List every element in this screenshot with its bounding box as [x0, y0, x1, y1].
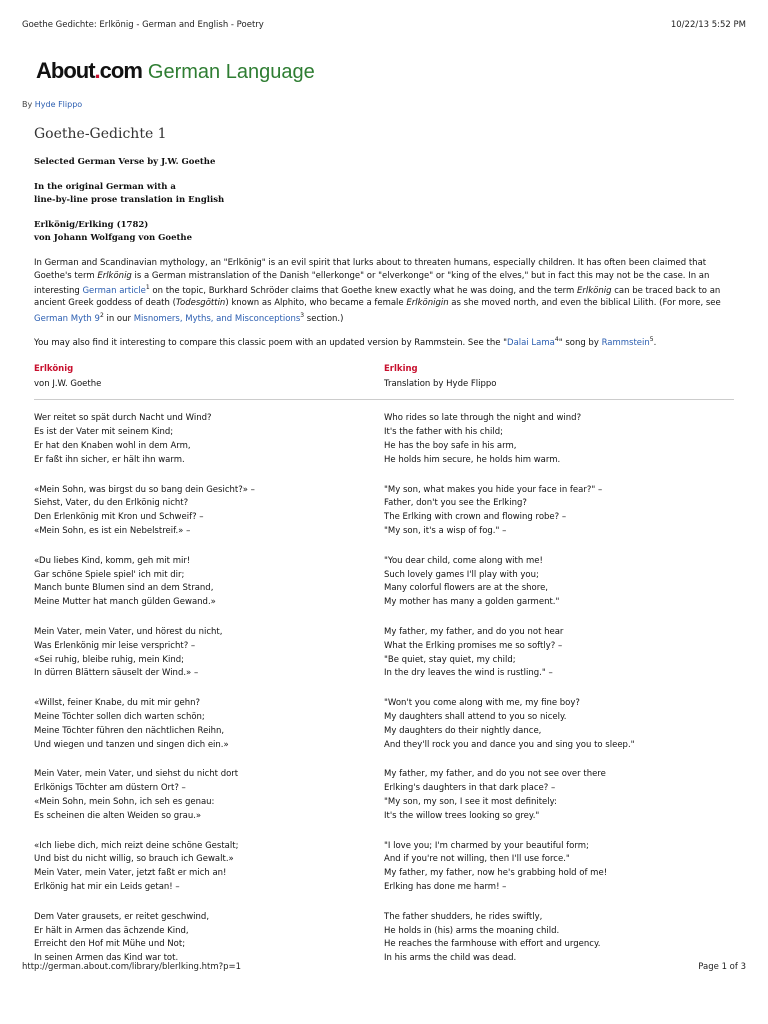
german-stanza — [34, 412, 384, 467]
english-verse-line: My father, my father, and do you not hear — [384, 627, 564, 638]
english-verse-line: My mother has many a golden garment." — [384, 597, 560, 608]
english-verse-line: And if you're not willing, then I'll use force." — [384, 854, 570, 865]
german-stanza — [34, 697, 384, 752]
german-poem-byline: von J.W. Goethe — [34, 379, 102, 390]
logo-wordmark: About.com — [36, 58, 142, 83]
poem-heading-row — [34, 358, 734, 389]
german-stanza — [34, 911, 384, 966]
german-verse-line: Erlkönigs Töchter am düstern Ort? – — [34, 783, 186, 794]
german-verse-line: «Du liebes Kind, komm, geh mit mir! — [34, 555, 191, 566]
german-stanza — [34, 484, 384, 539]
german-verse-line: Siehst, Vater, du den Erlkönig nicht? — [34, 498, 189, 509]
english-stanza — [384, 840, 734, 895]
english-verse-line: Father, don't you see the Erlking? — [384, 498, 527, 509]
german-verse-line: Er hat den Knaben wohl in dem Arm, — [34, 441, 191, 452]
german-verse-line: Mein Vater, mein Vater, und siehst du nicht dort — [34, 769, 239, 780]
footer-url: http://german.about.com/library/blerlking.htm?p=1 — [22, 962, 242, 972]
poem-heading-english — [384, 358, 734, 389]
author-link[interactable]: Hyde Flippo — [34, 100, 83, 109]
print-header-title: Goethe Gedichte: Erlkönig - German and English - Poetry — [22, 20, 264, 30]
german-verse-line: Meine Töchter führen den nächtlichen Reihn, — [34, 725, 225, 736]
german-poem-column — [34, 412, 384, 982]
english-verse-line: My father, my father, and do you not see over there — [384, 769, 606, 780]
english-verse-line: My daughters shall attend to you so nicely. — [384, 712, 567, 723]
english-stanza — [384, 412, 734, 467]
english-verse-line: Who rides so late through the night and wind? — [384, 413, 582, 424]
byline — [22, 100, 82, 109]
german-article-link[interactable]: German article — [82, 285, 146, 296]
intro-paragraph-2: You may also find it interesting to compare this classic poem with an updated version by Rammstein. See the "Dalai Lama$^4$" song by Rammstein$^5$. — [34, 336, 657, 348]
english-stanza — [384, 484, 734, 539]
english-verse-line: It's the willow trees looking so grey." — [384, 810, 540, 821]
german-verse-line: In seinen Armen das Kind war tot. — [34, 953, 179, 964]
german-verse-line: «Mein Sohn, was birgst du so bang dein Gesicht?» – — [34, 484, 255, 495]
print-footer — [22, 962, 746, 972]
german-verse-line: Gar schöne Spiele spiel' ich mit dir; — [34, 569, 185, 580]
english-verse-line: "I love you; I'm charmed by your beautiful form; — [384, 840, 589, 851]
english-verse-line: My daughters do their nightly dance, — [384, 725, 542, 736]
poem-heading-german — [34, 358, 384, 389]
poem-body — [34, 412, 734, 982]
english-verse-line: "Won't you come along with me, my fine boy? — [384, 698, 580, 709]
english-verse-line: He holds in (his) arms the moaning child. — [384, 925, 560, 936]
german-verse-line: «Mein Sohn, es ist ein Nebelstreif.» – — [34, 526, 191, 537]
footer-page-number: Page 1 of 3 — [698, 962, 746, 972]
site-logo[interactable] — [36, 58, 315, 84]
english-verse-line: The father shudders, he rides swiftly, — [384, 911, 543, 922]
english-poem-title: Erlking — [384, 364, 418, 375]
german-verse-line: «Sei ruhig, bleibe ruhig, mein Kind; — [34, 654, 184, 665]
german-verse-line: Was Erlenkönig mir leise verspricht? – — [34, 640, 196, 651]
german-verse-line: Meine Töchter sollen dich warten schön; — [34, 712, 205, 723]
german-verse-line: Und bist du nicht willig, so brauch ich Gewalt.» — [34, 854, 234, 865]
byline-prefix: By — [22, 100, 33, 109]
english-poem-byline: Translation by Hyde Flippo — [384, 379, 497, 390]
english-stanza — [384, 697, 734, 752]
english-verse-line: Erlking has done me harm! – — [384, 882, 507, 892]
english-verse-line: The Erlking with crown and flowing robe? – — [384, 512, 567, 523]
german-verse-line: Erlkönig hat mir ein Leids getan! – — [34, 882, 180, 892]
english-stanza — [384, 911, 734, 966]
page-title: Goethe-Gedichte 1 — [34, 126, 167, 142]
english-verse-line: Erlking's daughters in that dark place? – — [384, 783, 556, 794]
subtitle-2: In the original German with a line-by-line prose translation in English — [34, 182, 225, 205]
misnomers-link[interactable]: Misnomers, Myths, and Misconceptions — [133, 313, 301, 324]
english-stanza — [384, 555, 734, 610]
german-stanza — [34, 626, 384, 681]
english-verse-line: "You dear child, come along with me! — [384, 555, 543, 566]
print-header-datetime: 10/22/13 5:52 PM — [670, 20, 746, 30]
intro-paragraph-1: In German and Scandinavian mythology, an "Erlkönig" is an evil spirit that lurks about to threaten humans, especially children. It has often been claimed that Goethe's term Erlkönig is a German mistranslation of the Danish "ellerkonge" or "elverkonge" or "king of the elves," but in fact this may not be the case. In an interesting German article$^1$ on the topic, Burkhard Schröder claims that Goethe knew exactly what he was doing, and the term Erlkönig can be traced back to an ancient Greek goddess of death (Todesgöttin) known as Alphito, who became a female Erlkönigin as she moved north, and even the biblical Lilith. (For more, see German Myth $9^2$ in our Misnomers, Myths, and Misconceptions$^3$ section.) — [34, 258, 721, 324]
english-verse-line: "Be quiet, stay quiet, my child; — [384, 654, 516, 665]
rammstein-link[interactable]: Rammstein — [601, 337, 650, 348]
english-verse-line: He reaches the farmhouse with effort and urgency. — [384, 939, 601, 950]
german-stanza — [34, 840, 384, 895]
german-verse-line: «Willst, feiner Knabe, du mit mir gehn? — [34, 698, 201, 709]
print-header — [22, 20, 746, 30]
english-stanza — [384, 768, 734, 823]
german-myth-link[interactable]: German Myth 9 — [34, 313, 100, 324]
english-verse-line: Such lovely games I'll play with you; — [384, 569, 539, 580]
german-verse-line: Mein Vater, mein Vater, und hörest du nicht, — [34, 627, 223, 638]
english-stanza — [384, 626, 734, 681]
german-verse-line: «Mein Sohn, mein Sohn, ich seh es genau: — [34, 797, 215, 808]
english-verse-line: "My son, it's a wisp of fog." – — [384, 526, 507, 537]
article-content — [34, 126, 734, 982]
subtitle-1: Selected German Verse by J.W. Goethe — [34, 157, 216, 167]
english-verse-line: Many colorful flowers are at the shore, — [384, 583, 548, 594]
english-verse-line: In his arms the child was dead. — [384, 953, 517, 964]
german-verse-line: Den Erlenkönig mit Kron und Schweif? – — [34, 512, 204, 523]
german-verse-line: «Ich liebe dich, mich reizt deine schöne Gestalt; — [34, 840, 239, 851]
german-verse-line: Und wiegen und tanzen und singen dich ein.» — [34, 739, 229, 750]
german-verse-line: Wer reitet so spät durch Nacht und Wind? — [34, 413, 212, 424]
dalai-lama-link[interactable]: Dalai Lama — [507, 337, 555, 348]
english-poem-column — [384, 412, 734, 982]
german-verse-line: Erreicht den Hof mit Mühe und Not; — [34, 939, 186, 950]
english-verse-line: "My son, what makes you hide your face in fear?" – — [384, 484, 603, 495]
english-verse-line: He holds him secure, he holds him warm. — [384, 454, 561, 465]
german-verse-line: Meine Mutter hat manch gülden Gewand.» — [34, 597, 216, 608]
english-verse-line: He has the boy safe in his arm, — [384, 441, 517, 452]
german-verse-line: Manch bunte Blumen sind an dem Strand, — [34, 583, 214, 594]
german-verse-line: Mein Vater, mein Vater, jetzt faßt er mich an! — [34, 868, 227, 879]
english-verse-line: What the Erlking promises me so softly? – — [384, 640, 563, 651]
divider — [34, 399, 734, 400]
german-verse-line: Es scheinen die alten Weiden so grau.» — [34, 810, 202, 821]
german-poem-title: Erlkönig — [34, 364, 74, 375]
english-verse-line: My father, my father, now he's grabbing hold of me! — [384, 868, 608, 879]
subtitle-3: Erlkönig/Erlking (1782) von Johann Wolfgang von Goethe — [34, 220, 192, 243]
german-verse-line: Es ist der Vater mit seinem Kind; — [34, 427, 174, 438]
german-verse-line: Er faßt ihn sicher, er hält ihn warm. — [34, 454, 185, 465]
english-verse-line: It's the father with his child; — [384, 427, 503, 438]
english-verse-line: In the dry leaves the wind is rustling." – — [384, 668, 553, 679]
german-verse-line: Er hält in Armen das ächzende Kind, — [34, 925, 189, 936]
section-name: German Language — [147, 61, 315, 83]
german-stanza — [34, 555, 384, 610]
german-verse-line: Dem Vater grausets, er reitet geschwind, — [34, 911, 210, 922]
german-stanza — [34, 768, 384, 823]
german-verse-line: In dürren Blättern säuselt der Wind.» – — [34, 668, 199, 679]
english-verse-line: "My son, my son, I see it most definitely: — [384, 797, 557, 808]
english-verse-line: And they'll rock you and dance you and sing you to sleep." — [384, 739, 635, 750]
